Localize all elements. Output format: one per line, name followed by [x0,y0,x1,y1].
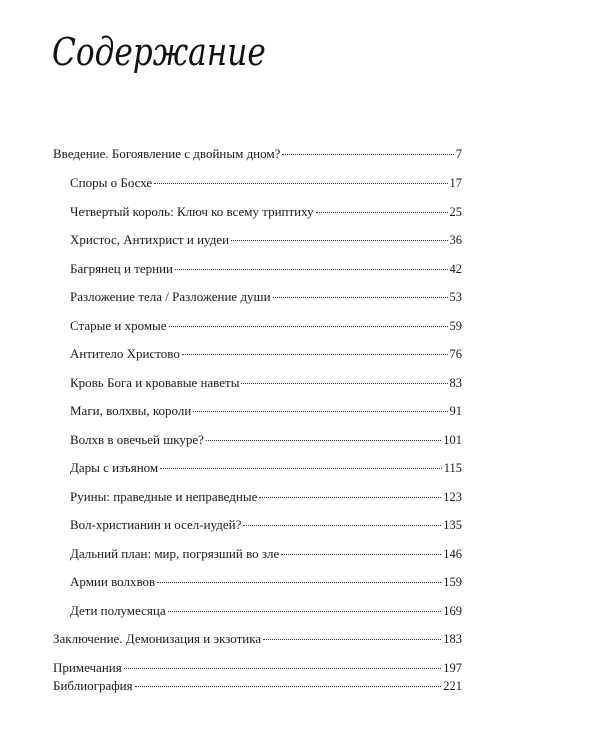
toc-entry[interactable] [70,517,462,533]
toc-leader-dots [206,439,441,441]
toc-entry-title: Кровь Бога и кровавые наветы [70,375,240,390]
toc-entry-title: Маги, волхвы, короли [70,403,192,418]
toc-leader-dots [160,467,442,469]
toc-leader-dots [157,581,441,583]
toc-entry-page: 101 [443,433,462,447]
toc-entry-title: Вол-христианин и осел-иудей? [70,517,242,532]
toc-entry-page: 53 [449,290,462,304]
toc-entry-page: 197 [443,661,462,675]
toc-entry[interactable] [70,318,462,334]
toc-entry-page: 7 [455,147,462,161]
toc-entry-page: 183 [443,632,462,646]
toc-entry-page: 146 [443,547,462,561]
toc-entry[interactable] [53,146,462,162]
toc-entry-page: 123 [443,490,462,504]
toc-leader-dots [259,496,441,498]
toc-leader-dots [175,268,447,270]
toc-entry-title: Разложение тела / Разложение души [70,289,271,304]
toc-leader-dots [124,667,442,669]
toc-entry-title: Споры о Босхе [70,175,153,190]
toc-entry-title: Багрянец и тернии [70,261,174,276]
toc-entry-page: 25 [449,205,462,219]
toc-entry[interactable] [70,375,462,391]
toc-entry[interactable] [70,261,462,277]
toc-entry-title: Христос, Антихрист и иудеи [70,232,230,247]
toc-leader-dots [154,182,447,184]
toc-entry-page: 59 [449,319,462,333]
toc-leader-dots [243,524,441,526]
toc-leader-dots [168,610,442,612]
toc-entry-title: Заключение. Демонизация и экзотика [53,631,262,646]
toc-entry[interactable] [70,603,462,619]
toc-entry[interactable] [70,546,462,562]
page-title: Содержание [52,30,266,74]
toc-entry-page: 115 [443,461,462,475]
toc-leader-dots [273,296,448,298]
toc-entry-title: Четвертый король: Ключ ко всему триптиху [70,204,314,219]
toc-leader-dots [193,410,447,412]
toc-entry-title: Дети полумесяца [70,603,166,618]
toc-entry-title: Дары с изъяном [70,460,159,475]
toc-leader-dots [241,382,447,384]
toc-entry[interactable] [70,432,462,448]
toc-leader-dots [282,153,453,155]
toc-entry[interactable] [70,460,462,476]
toc-entry-title: Введение. Богоявление с двойным дном? [53,146,281,161]
toc-entry-page: 91 [449,404,462,418]
toc-entry[interactable] [70,489,462,505]
toc-entry[interactable] [70,403,462,419]
toc-entry-page: 159 [443,575,462,589]
toc-entry[interactable] [53,660,462,676]
toc-entry[interactable] [53,678,462,694]
toc-entry-page: 17 [449,176,462,190]
toc-entry-page: 169 [443,604,462,618]
toc-entry-title: Волхв в овечьей шкуре? [70,432,204,447]
toc-entry-page: 135 [443,518,462,532]
toc-entry-title: Библиография [53,678,133,693]
toc-entry[interactable] [70,175,462,191]
toc-entry-page: 76 [449,347,462,361]
toc-entry-page: 36 [449,233,462,247]
toc-entry-page: 83 [449,376,462,390]
toc-entry[interactable] [70,232,462,248]
toc-entry[interactable] [53,631,462,647]
toc-entry-title: Руины: праведные и неправедные [70,489,258,504]
toc-entry[interactable] [70,346,462,362]
toc-entry[interactable] [70,289,462,305]
toc-entry-title: Антитело Христово [70,346,180,361]
toc-leader-dots [135,685,442,687]
toc-entry-title: Армии волхвов [70,574,156,589]
toc-entry[interactable] [70,574,462,590]
toc-leader-dots [231,239,447,241]
toc-leader-dots [182,353,448,355]
toc-entry-title: Старые и хромые [70,318,167,333]
toc-leader-dots [263,638,441,640]
toc-entry[interactable] [70,204,462,220]
toc-leader-dots [281,553,441,555]
toc-leader-dots [169,325,448,327]
toc-entry-title: Примечания [53,660,122,675]
toc-entry-page: 221 [443,679,462,693]
toc-leader-dots [316,211,448,213]
toc-entry-page: 42 [449,262,462,276]
toc-entry-title: Дальний план: мир, погрязший во зле [70,546,280,561]
